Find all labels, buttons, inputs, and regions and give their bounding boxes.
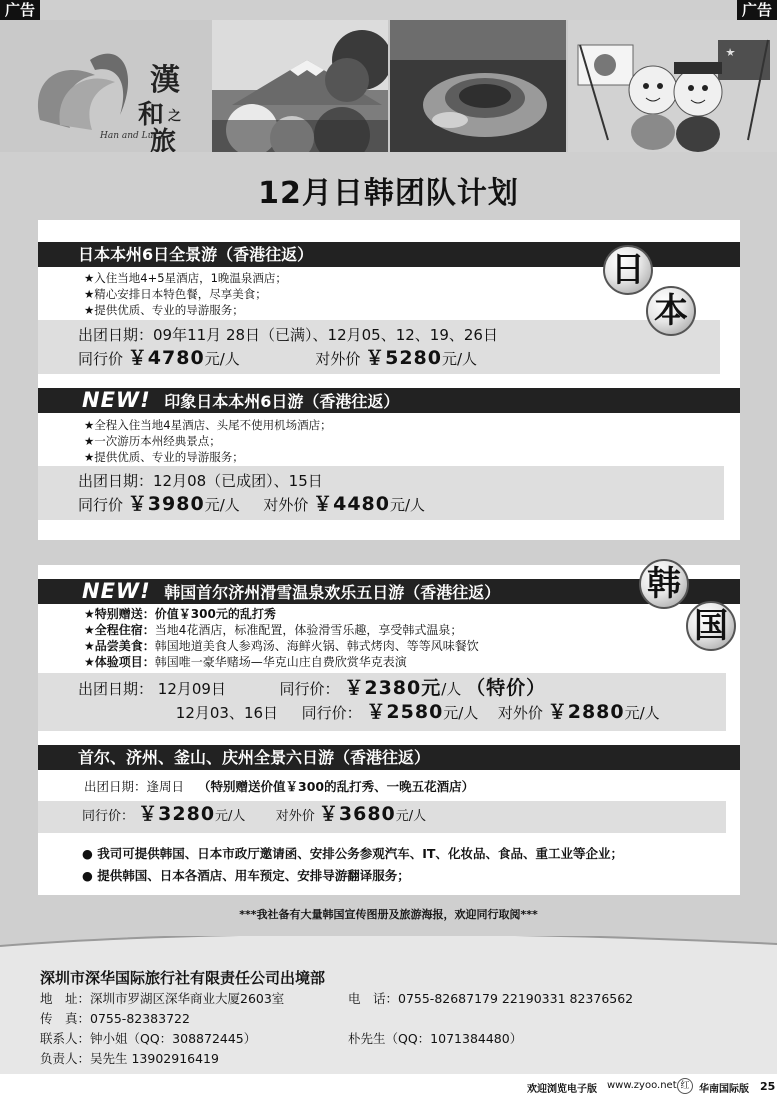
price-line [78, 493, 724, 517]
public-price: ￥2880 [547, 701, 625, 723]
feature-text: 当地4花酒店，标准配置，体验滑雪乐趣，享受韩式温泉； [154, 623, 463, 637]
fax: 传 真：0755-82383722 [40, 1011, 190, 1026]
feature-item [84, 638, 479, 654]
departure-dates: 出团日期：逢周日 [84, 779, 185, 794]
service-list [82, 843, 623, 887]
ad-label-right: 广告 [737, 0, 777, 20]
new-badge: NEW! [82, 388, 151, 412]
manager: 负责人：吴先生 13902916419 [40, 1051, 219, 1066]
page-number: 25 [760, 1080, 776, 1093]
price-box [38, 466, 724, 520]
page-footer-strip [0, 1074, 777, 1100]
contact-block-right [348, 989, 633, 1049]
feature-item: ★精心安排日本特色餐，尽享美食； [84, 287, 267, 301]
peer-price-label: 同行价： [82, 809, 135, 824]
feature-item [84, 622, 479, 638]
feature-item [84, 606, 479, 622]
feature-text: 价值￥300元的乱打秀 [154, 607, 276, 621]
top-banner [0, 20, 777, 152]
tour-title-bar [38, 579, 740, 604]
tour-title-bar [38, 388, 740, 413]
peer-price-label: 同行价 [78, 496, 124, 514]
feature-item: ★全程入住当地4星酒店、头尾不使用机场酒店； [84, 418, 332, 432]
logo-subtext: Han and Lu [100, 131, 154, 141]
peer-price: ￥2380元 [344, 677, 442, 699]
feature-label: ★全程住宿： [84, 623, 155, 637]
price-unit: 元/人 [215, 809, 246, 824]
departure-dates: 出团日期：09年11月 28日（已满）、12月05、12、19、26日 [78, 326, 498, 344]
mascot-flags-illustration [568, 20, 777, 152]
public-price-label: 对外价 [263, 496, 309, 514]
edition-name: 华南国际版 [699, 1084, 749, 1095]
brand-logo [0, 20, 210, 152]
public-price-label: 对外价 [497, 704, 543, 722]
tour-title: 印象日本本州6日游（香港往返） [164, 392, 400, 411]
price-unit: 元/人 [204, 350, 240, 368]
mount-fuji-photo [212, 20, 388, 152]
departure-date: 12月09日 [157, 680, 226, 698]
welcome-text: 欢迎浏览电子版 [527, 1084, 597, 1095]
price-unit: 元/人 [390, 496, 426, 514]
page-title: 12月日韩团队计划 [258, 176, 519, 211]
feature-item: ★提供优质、专业的导游服务； [84, 450, 244, 464]
feature-item [84, 654, 479, 670]
island-aerial-photo [390, 20, 566, 152]
price-unit: 元/人 [442, 350, 478, 368]
peer-price: ￥2580 [366, 701, 444, 723]
special-price-tag: （特价） [466, 677, 547, 699]
company-name: 深圳市深华国际旅行社有限责任公司出境部 [40, 969, 326, 987]
peer-price-label: 同行价： [279, 680, 340, 698]
korea-seal-char-2: 国 [686, 601, 736, 651]
date-label: 出团日期： [78, 680, 154, 698]
brochure-note: ***我社备有大量韩国宣传图册及旅游海报，欢迎同行取阅*** [239, 908, 538, 921]
price-line-2 [78, 701, 726, 725]
peer-price: ￥4780 [127, 347, 205, 369]
logo-char-1: 漢 [150, 63, 180, 98]
korea-seal-char-1: 韩 [639, 559, 689, 609]
edition-badge: 红 [677, 1078, 693, 1094]
feature-label: ★体验项目： [84, 655, 155, 669]
phone: 电 话：0755-82687179 22190331 82376562 [348, 991, 634, 1006]
gift-note: （特别赠送价值￥300的乱打秀、一晚五花酒店） [198, 779, 475, 794]
peer-price: ￥3280 [138, 803, 216, 825]
feature-item: ★入住当地4+5星酒店，1晚温泉酒店； [84, 271, 287, 285]
price-unit: /人 [441, 680, 462, 698]
price-unit: 元/人 [204, 496, 240, 514]
feature-item: ★提供优质、专业的导游服务； [84, 303, 244, 317]
price-unit: 元/人 [395, 809, 427, 824]
contact-person: 朴先生（QQ：1071384480） [348, 1031, 523, 1046]
feature-label: ★特别赠送： [84, 607, 155, 621]
public-price: ￥5280 [365, 347, 442, 369]
new-badge: NEW! [82, 579, 151, 603]
service-item: ● 我司可提供韩国、日本市政厅邀请函、安排公务参观汽车、IT、化妆品、食品、重工业等企业； [82, 846, 623, 861]
tour-title: 韩国首尔济州滑雪温泉欢乐五日游（香港往返） [164, 583, 501, 602]
price-unit: 元/人 [624, 704, 660, 722]
address: 地 址：深圳市罗湖区深华商业大厦2603室 [40, 991, 285, 1006]
logo-small-char: 之 [168, 109, 182, 124]
price-box [38, 320, 720, 374]
feature-label: ★品尝美食： [84, 639, 155, 653]
japan-section [38, 220, 740, 540]
tour-title: 首尔、济州、釜山、庆州全景六日游（香港往返） [78, 748, 431, 767]
price-line [78, 347, 720, 371]
departure-date: 12月03、16日 [175, 704, 279, 722]
price-box [38, 801, 726, 833]
public-price-label: 对外价 [275, 809, 315, 824]
public-price-label: 对外价 [315, 350, 361, 368]
logo-char-2: 和 [138, 100, 165, 130]
website: www.zyoo.net [607, 1080, 677, 1091]
feature-list [84, 606, 479, 670]
departure-dates: 出团日期：12月08（已成团）、15日 [78, 472, 323, 490]
public-price: ￥3680 [318, 803, 396, 825]
tour-title: 日本本州6日全景游（香港往返） [78, 245, 314, 264]
service-item: ● 提供韩国、日本各酒店、用车预定、安排导游翻译服务； [82, 868, 410, 883]
logo-char-3: 旅 [150, 127, 177, 152]
japan-seal-char-1: 日 [603, 245, 653, 295]
price-unit: 元/人 [443, 704, 479, 722]
feature-item: ★一次游历本州经典景点； [84, 434, 221, 448]
price-line-1 [78, 677, 726, 701]
price-box [38, 673, 726, 731]
peer-price: ￥3980 [127, 493, 205, 515]
feature-text: 韩国唯一豪华赌场—华克山庄自费欣赏华克表演 [154, 655, 407, 669]
korea-section [38, 565, 740, 895]
price-line [82, 803, 726, 828]
tour-title-bar [38, 745, 740, 770]
contact-block-left [40, 989, 284, 1069]
tour4-dates [84, 777, 474, 795]
contact-person: 联系人：钟小姐（QQ：308872445） [40, 1031, 257, 1046]
feature-list [84, 270, 287, 318]
public-price: ￥4480 [313, 493, 390, 515]
peer-price-label: 同行价： [301, 704, 362, 722]
feature-text: 韩国地道美食人参鸡汤、海鲜火锅、韩式烤肉、等等风味餐饮 [154, 639, 479, 653]
peer-price-label: 同行价 [78, 350, 124, 368]
feature-list [84, 417, 332, 465]
ad-label-left: 广告 [0, 0, 40, 20]
japan-seal-char-2: 本 [646, 286, 696, 336]
